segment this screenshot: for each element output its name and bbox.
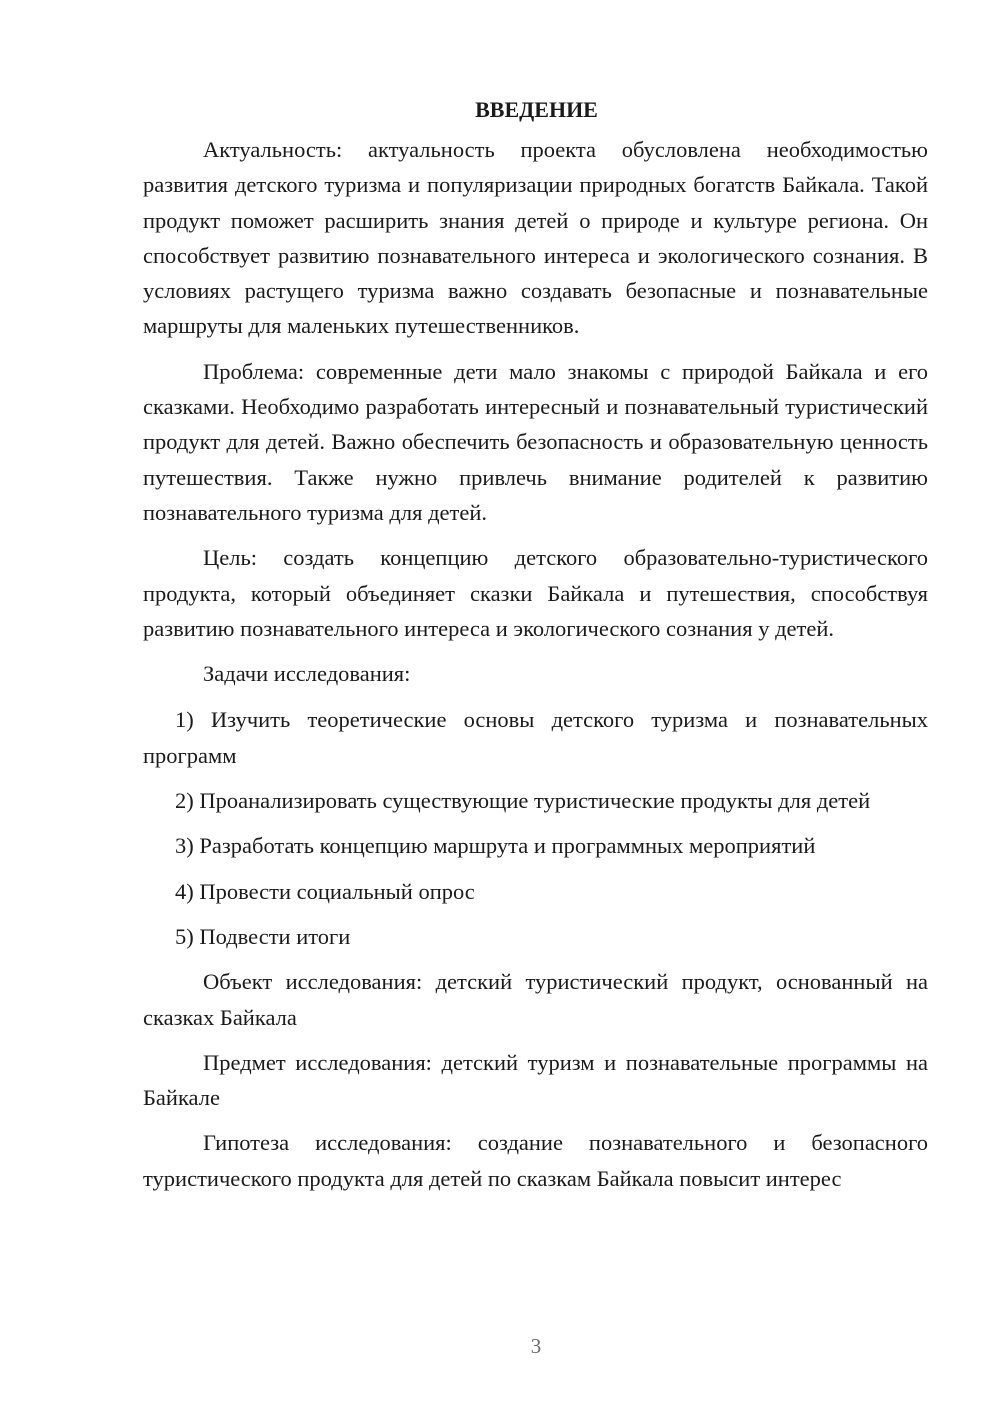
task-item-5: 5) Подвести итоги — [175, 923, 351, 949]
task-item-1: 1) Изучить теоретические основы детского туризма и познавательных программ — [143, 707, 928, 768]
tasks-list — [143, 702, 928, 954]
page-number: 3 — [530, 1334, 542, 1358]
task-item-4: 4) Провести социальный опрос — [175, 878, 475, 904]
paragraph-relevance: Актуальность: актуальность проекта обусловлена необходимостью развития детского туризма и популяризации природных богатств Байкала. Такой продукт поможет расширить знания детей о природе и культуре региона. Он способствует развитию познавательного интереса и экологического сознания. В условиях растущего туризма важно создавать безопасные и познавательные маршруты для маленьких путешественников. — [143, 137, 928, 339]
document-page — [143, 92, 928, 1196]
paragraph-subject: Предмет исследования: детский туризм и познавательные программы на Байкале — [143, 1049, 928, 1111]
paragraph-hypothesis: Гипотеза исследования: создание познавательного и безопасного туристического продукта для детей по сказкам Байкала повысит интерес — [143, 1130, 928, 1191]
section-title: ВВЕДЕНИЕ — [475, 97, 598, 122]
task-item-2: 2) Проанализировать существующие туристические продукты для детей — [175, 788, 871, 814]
paragraph-object: Объект исследования: детский туристический продукт, основанный на сказках Байкала — [143, 969, 928, 1030]
paragraph-goal: Цель: создать концепцию детского образовательно-туристического продукта, который объединяет сказки Байкала и путешествия, способствуя развитию познавательного интереса и экологического сознания у детей. — [143, 545, 928, 641]
paragraph-problem: Проблема: современные дети мало знакомы с природой Байкала и его сказками. Необходимо разработать интересный и познавательный туристический продукт для детей. Важно обеспечить безопасность и образовательную ценность путешествия. Также нужно привлечь внимание родителей к развитию познавательного туризма для детей. — [143, 358, 928, 525]
tasks-heading: Задачи исследования: — [203, 661, 411, 687]
task-item-3: 3) Разработать концепцию маршрута и программных мероприятий — [175, 833, 816, 859]
